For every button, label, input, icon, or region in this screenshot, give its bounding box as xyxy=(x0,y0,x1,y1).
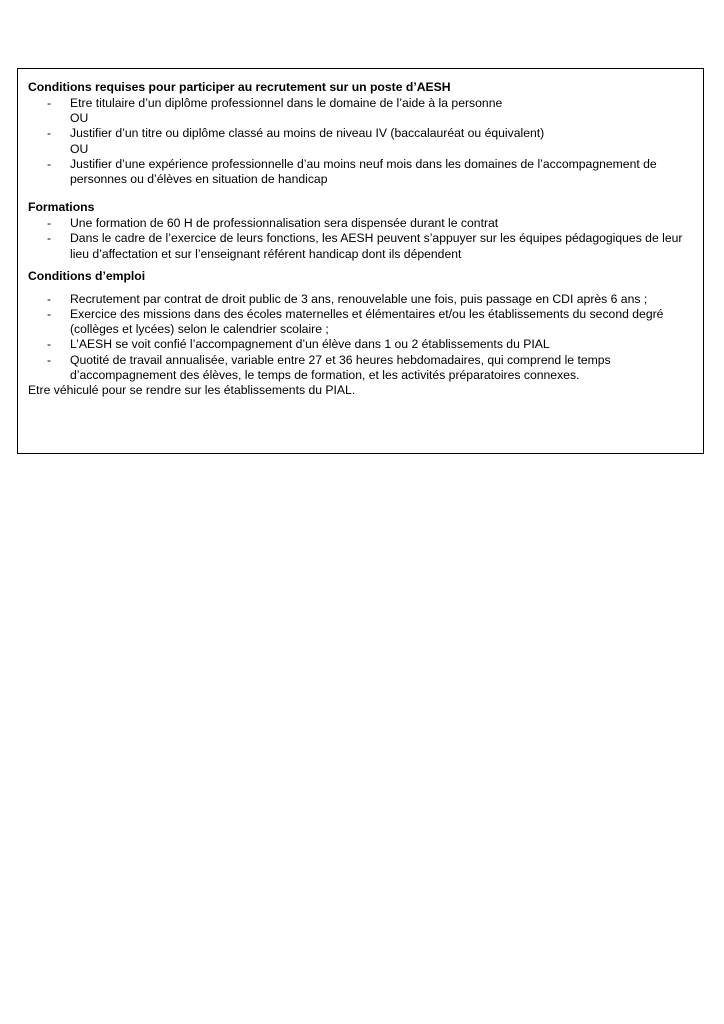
spacer xyxy=(28,187,703,200)
list-item xyxy=(28,231,703,261)
item-text: Dans le cadre de l’exercice de leurs fonctions, les AESH peuvent s’appuyer sur les équipes pédagogiques de leur lieu d’affectation et sur l’enseignant référent handicap dont ils dépendent xyxy=(70,231,683,261)
section-title-requirements: Conditions requises pour participer au recrutement sur un poste d’AESH xyxy=(28,80,451,94)
connector-or: OU xyxy=(70,111,89,126)
bullet-dash: - xyxy=(47,156,52,171)
training-list xyxy=(28,216,703,262)
section-title-employment: Conditions d’emploi xyxy=(28,268,146,283)
bullet-dash: - xyxy=(47,291,52,306)
item-text: Quotité de travail annualisée, variable entre 27 et 36 heures hebdomadaires, qui comprend le temps d’accompagnement des élèves, le temps de formation, et les activités préparatoires connexes. xyxy=(70,352,611,382)
bullet-dash: - xyxy=(47,337,52,352)
item-text: Exercice des missions dans des écoles maternelles et élémentaires et/ou les établissements du second degré (collèges et lycées) selon le calendrier scolaire ; xyxy=(70,307,664,337)
bullet-dash: - xyxy=(47,307,52,322)
section-title-training: Formations xyxy=(28,200,95,215)
item-text: Justifier d’un titre ou diplôme classé au moins de niveau IV (baccalauréat ou équivalent) xyxy=(70,126,545,141)
requirements-list xyxy=(28,96,703,187)
bullet-dash: - xyxy=(47,126,52,141)
list-item xyxy=(28,337,703,352)
conditions-box xyxy=(17,68,704,454)
bullet-dash: - xyxy=(47,96,52,110)
connector-or: OU xyxy=(70,141,89,156)
list-item xyxy=(28,307,703,337)
spacer xyxy=(28,262,703,269)
vehicle-requirement: Etre véhiculé pour se rendre sur les établissements du PIAL. xyxy=(28,383,356,398)
item-text: L’AESH se voit confié l’accompagnement d’un élève dans 1 ou 2 établissements du PIAL xyxy=(70,337,550,352)
list-item xyxy=(28,216,703,231)
list-item xyxy=(28,353,703,383)
item-text: Justifier d’une expérience professionnelle d’au moins neuf mois dans les domaines de l’accompagnement de personnes ou d’élèves en situation de handicap xyxy=(70,156,657,187)
list-item xyxy=(28,126,703,156)
bullet-dash: - xyxy=(47,216,52,231)
list-item xyxy=(28,157,703,187)
item-text: Etre titulaire d’un diplôme professionnel dans le domaine de l’aide à la personne xyxy=(70,96,503,110)
item-text: Une formation de 60 H de professionnalisation sera dispensée durant le contrat xyxy=(70,216,499,231)
list-item xyxy=(28,96,703,126)
item-text: Recrutement par contrat de droit public de 3 ans, renouvelable une fois, puis passage en CDI après 6 ans ; xyxy=(70,291,648,306)
employment-list xyxy=(28,292,703,383)
spacer xyxy=(28,285,703,292)
bullet-dash: - xyxy=(47,231,52,246)
list-item xyxy=(28,292,703,307)
bullet-dash: - xyxy=(47,352,52,367)
